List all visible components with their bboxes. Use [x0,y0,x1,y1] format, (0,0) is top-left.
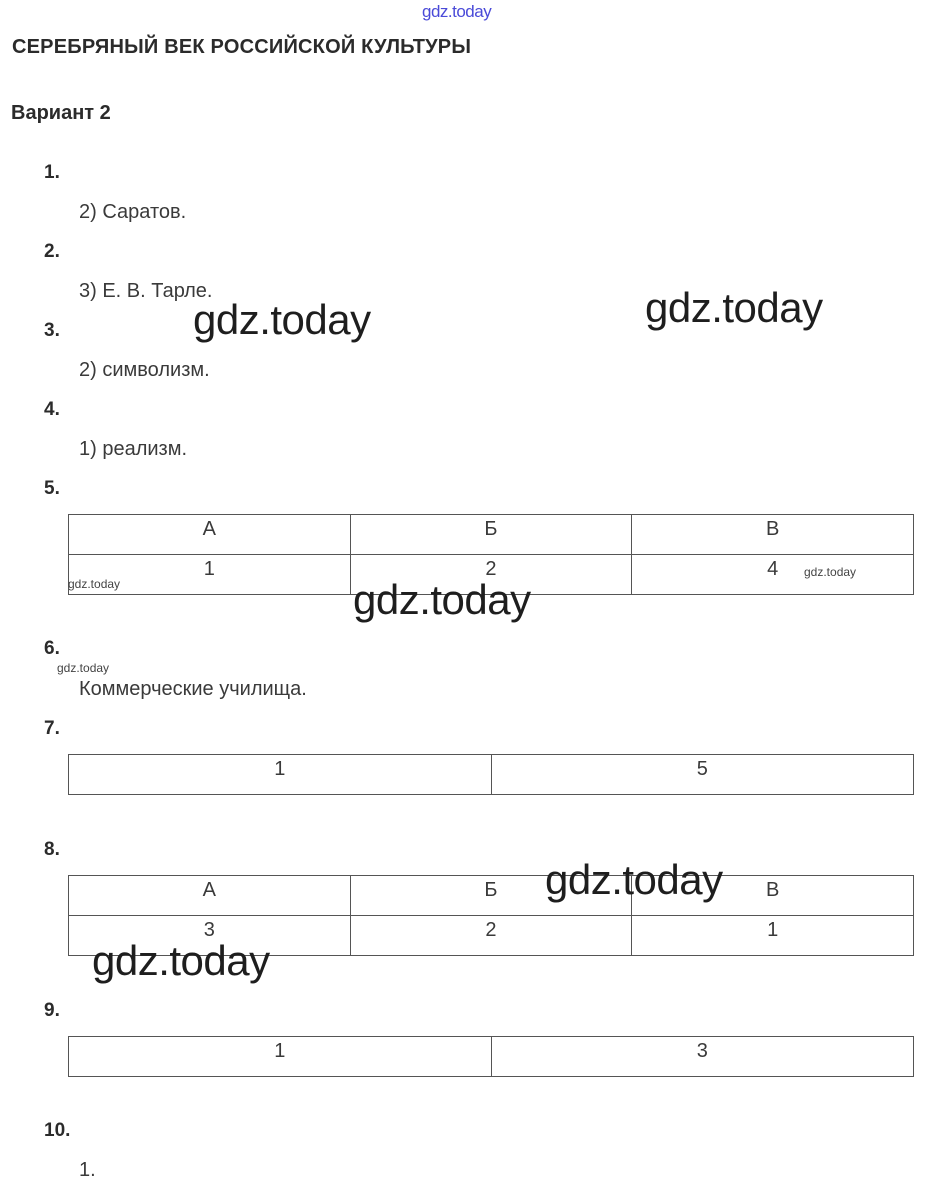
question-number-9: 9. [44,1000,60,1021]
question-number-3: 3. [44,320,60,341]
watermark: gdz.today [57,661,110,675]
table-cell: 1 [632,916,914,956]
question-number-10: 10. [44,1120,71,1141]
table-header-cell: В [632,515,914,555]
answer-3: 2) символизм. [79,359,210,381]
table-header-cell: А [69,515,351,555]
table-cell: 4 [632,555,914,595]
answer-table-9 [68,1036,914,1077]
question-number-7: 7. [44,718,60,739]
question-number-8: 8. [44,839,60,860]
table-cell: 3 [69,916,351,956]
watermark: gdz.today [545,856,723,903]
table-cell: 1 [69,755,492,795]
page-title: СЕРЕБРЯНЫЙ ВЕК РОССИЙСКОЙ КУЛЬТУРЫ [12,36,472,58]
answer-1: 2) Саратов. [79,201,187,223]
table-cell: 2 [350,555,632,595]
table-header-cell: Б [350,876,632,916]
watermark: gdz.today [804,565,857,579]
answer-10: 1. [79,1159,96,1181]
table-cell: 2 [350,916,632,956]
table-header-cell: В [632,876,914,916]
answer-table-7 [68,754,914,795]
watermark: gdz.today [353,576,531,623]
watermark: gdz.today [193,296,371,343]
answer-2: 3) Е. В. Тарле. [79,280,213,302]
table-row [69,1037,914,1077]
table-cell: 1 [69,555,351,595]
table-cell: 3 [491,1037,914,1077]
watermark-top: gdz.today [422,2,492,21]
table-header-row [69,515,914,555]
table-cell: 1 [69,1037,492,1077]
watermark: gdz.today [645,284,823,331]
variant-heading: Вариант 2 [11,102,111,124]
question-number-4: 4. [44,399,60,420]
question-number-5: 5. [44,478,60,499]
watermark: gdz.today [68,577,121,591]
answer-4: 1) реализм. [79,438,188,460]
question-number-6: 6. [44,638,60,659]
watermark: gdz.today [92,937,270,984]
table-cell: 5 [491,755,914,795]
table-row [69,755,914,795]
table-header-cell: А [69,876,351,916]
table-header-cell: Б [350,515,632,555]
question-number-2: 2. [44,241,60,262]
question-number-1: 1. [44,162,60,183]
table-header-row [69,876,914,916]
answer-6: Коммерческие училища. [79,678,307,700]
